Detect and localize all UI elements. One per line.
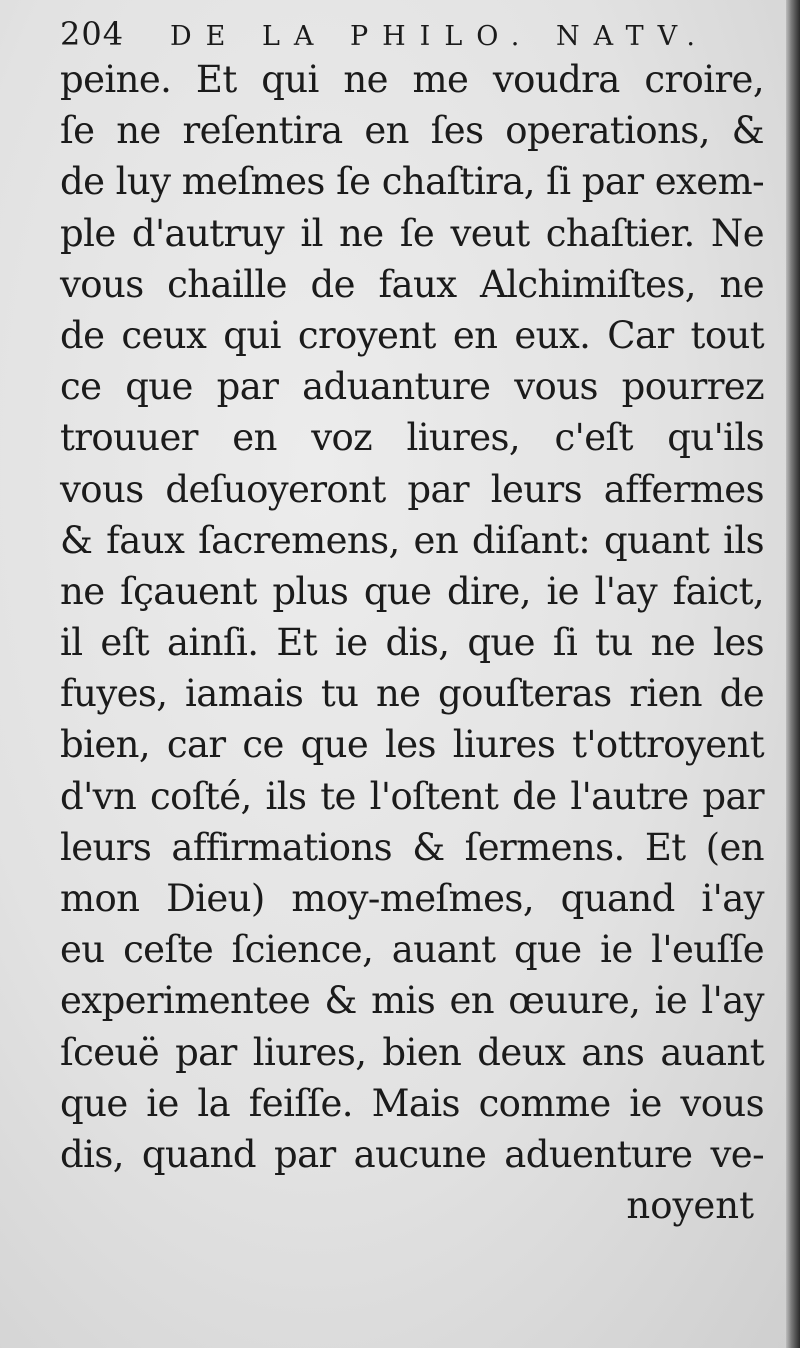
text-line: ple d'autruy il ne ſe veut chaſtier. Ne: [60, 211, 764, 255]
page-edge-shadow: [786, 0, 800, 1348]
text-line: d'vn coſté, ils te l'oſtent de l'autre par: [60, 774, 764, 818]
text-line: & faux ſacremens, en diſant: quant ils: [60, 518, 764, 562]
text-line: de ceux qui croyent en eux. Car tout: [60, 313, 764, 357]
text-line: trouuer en voz liures, c'eſt qu'ils: [60, 416, 764, 460]
running-head: [60, 14, 764, 54]
catchword: noyent: [626, 1184, 754, 1228]
page-number: 204: [60, 15, 125, 53]
text-line: experimentee & mis en œuure, ie l'ay: [60, 979, 764, 1023]
text-block: [60, 14, 764, 1232]
text-line: bien, car ce que les liures t'ottroyent: [60, 723, 764, 767]
text-line: il eſt ainſi. Et ie dis, que ſi tu ne les: [60, 621, 764, 665]
text-line: de luy meſmes ſe chaſtira, ſi par exem-: [60, 160, 764, 204]
text-line: ne ſçauent plus que dire, ie l'ay faict,: [60, 569, 764, 613]
text-line: fuyes, iamais tu ne gouſteras rien de: [60, 672, 764, 716]
text-line: mon Dieu) moy-meſmes, quand i'ay: [60, 877, 764, 920]
running-title: DE LA PHILO. NATV.: [170, 21, 709, 52]
text-line: eu ceſte ſcience, auant que ie l'euſſe: [60, 928, 764, 972]
text-line: peine. Et qui ne me voudra croire,: [60, 58, 764, 101]
text-line: vous chaille de faux Alchimiſtes, ne: [60, 262, 764, 306]
text-line: dis, quand par aucune aduenture ve-: [60, 1132, 764, 1176]
text-line: que ie la feiſſe. Mais comme ie vous: [60, 1081, 764, 1125]
text-line: ſe ne reſentira en ſes operations, &: [60, 109, 764, 153]
text-line: ce que par aduanture vous pourrez: [60, 365, 764, 409]
text-line: leurs affirmations & ſermens. Et (en: [60, 825, 764, 869]
text-line: ſceuë par liures, bien deux ans auant: [60, 1030, 764, 1074]
text-line: vous deſuoyeront par leurs affermes: [60, 467, 764, 511]
